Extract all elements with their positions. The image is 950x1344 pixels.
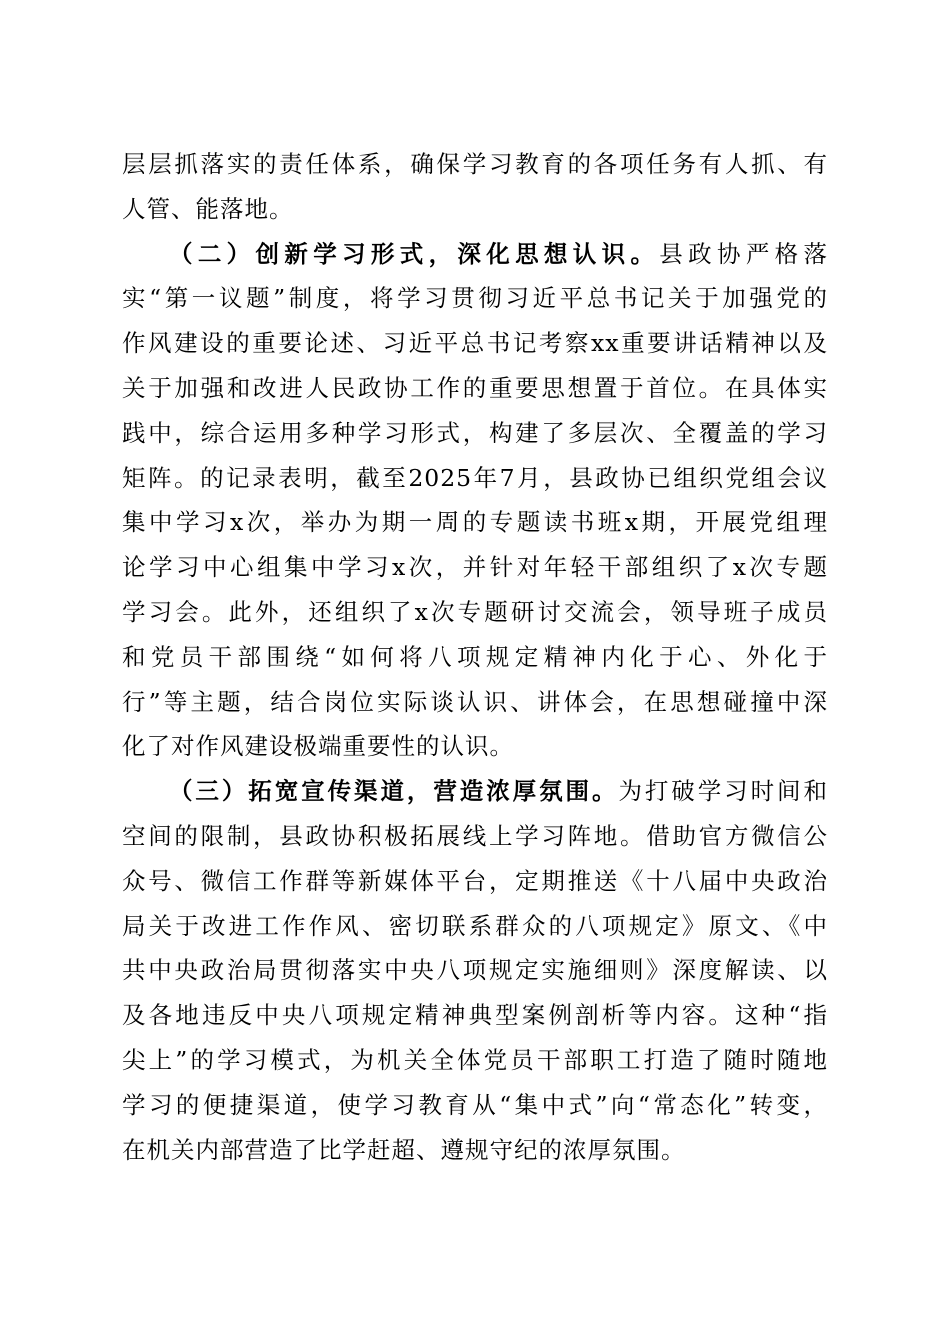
document-body — [122, 142, 828, 1172]
section-heading-2: （二）创新学习形式，深化思想认识。 — [169, 239, 660, 268]
text-line: 人管、能落地。 — [122, 194, 294, 223]
text-line: 在机关内部营造了比学赶超、遵规守纪的浓厚氛围。 — [122, 1135, 686, 1164]
text-line: 关于加强和改进人民政协工作的重要思想置于首位。在具体实 — [122, 373, 828, 402]
text-line: 及各地违反中央八项规定精神典型案例剖析等内容。这种“指 — [122, 1001, 828, 1030]
paragraph-continuation — [122, 142, 828, 232]
text-line: 空间的限制，县政协积极拓展线上学习阵地。借助官方微信公 — [122, 821, 828, 850]
text-line: 实“第一议题”制度，将学习贯彻习近平总书记关于加强党的 — [122, 284, 828, 313]
text-line: 和党员干部围绕“如何将八项规定精神内化于心、外化于 — [122, 642, 828, 671]
section-heading-3: （三）拓宽宣传渠道，营造浓厚氛围。 — [169, 777, 619, 806]
paragraph-section-2 — [122, 232, 828, 770]
text-line: 作风建设的重要论述、习近平总书记考察xx重要讲话精神以及 — [122, 329, 828, 358]
text-line: 论学习中心组集中学习x次，并针对年轻干部组织了x次专题 — [122, 553, 828, 582]
text-line — [122, 232, 828, 277]
text-fragment: 为打破学习时间和 — [618, 777, 828, 806]
text-line: 矩阵。的记录表明，截至2025年7月，县政协已组织党组会议 — [122, 463, 828, 492]
text-line — [122, 769, 828, 814]
text-line: 集中学习x次，举办为期一周的专题读书班x期，开展党组理 — [122, 508, 828, 537]
text-line: 尖上”的学习模式，为机关全体党员干部职工打造了随时随地 — [122, 1045, 828, 1074]
paragraph-section-3 — [122, 769, 828, 1172]
text-fragment: 县政协严格落 — [659, 239, 829, 268]
text-line: 局关于改进工作作风、密切联系群众的八项规定》原文、《中 — [122, 911, 828, 940]
text-line: 学习的便捷渠道，使学习教育从“集中式”向“常态化”转变， — [122, 1090, 828, 1119]
text-line: 学习会。此外，还组织了x次专题研讨交流会，领导班子成员 — [122, 597, 828, 626]
text-line: 化了对作风建设极端重要性的认识。 — [122, 732, 514, 761]
text-line: 践中，综合运用多种学习形式，构建了多层次、全覆盖的学习 — [122, 418, 828, 447]
text-line: 众号、微信工作群等新媒体平台，定期推送《十八届中央政治 — [122, 866, 828, 895]
text-line: 行”等主题，结合岗位实际谈认识、讲体会，在思想碰撞中深 — [122, 687, 828, 716]
text-line: 共中央政治局贯彻落实中央八项规定实施细则》深度解读、以 — [122, 956, 828, 985]
text-line: 层层抓落实的责任体系，确保学习教育的各项任务有人抓、有 — [122, 150, 828, 178]
